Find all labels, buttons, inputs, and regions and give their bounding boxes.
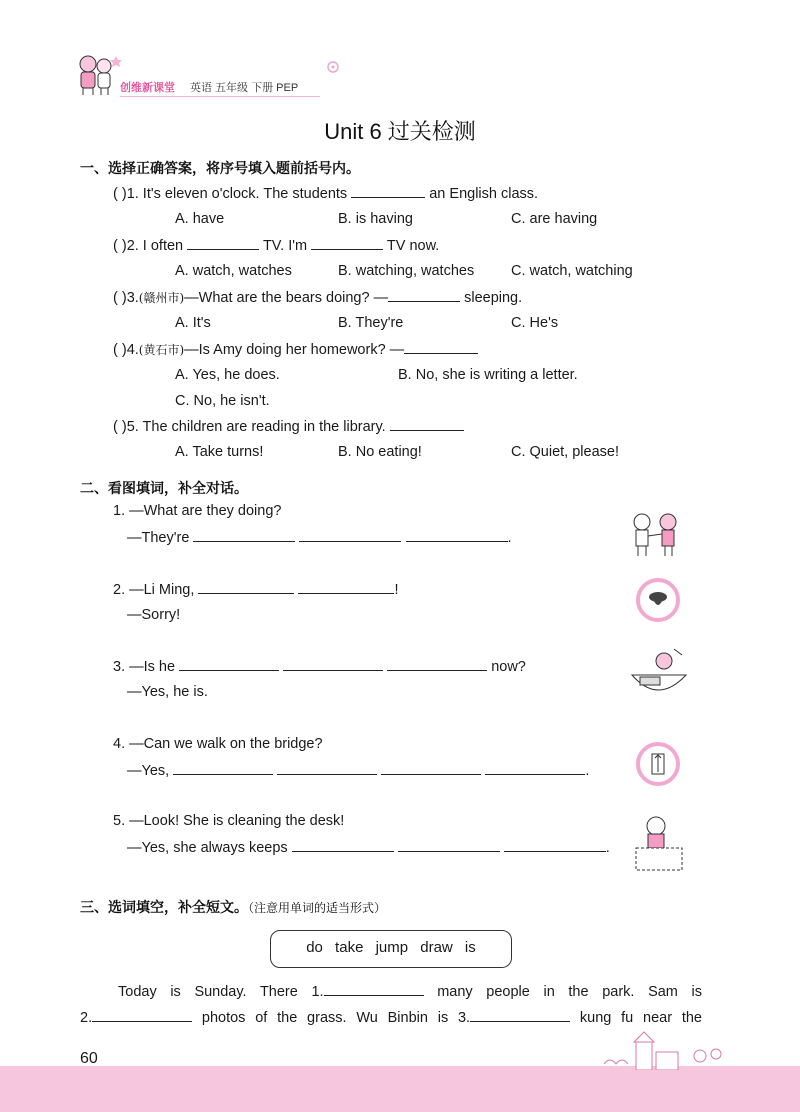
dialog-end: . bbox=[605, 840, 610, 856]
question-text-end: TV now. bbox=[386, 238, 440, 254]
question-source: (赣州市) bbox=[138, 291, 185, 305]
answer-paren[interactable]: ( ) bbox=[113, 290, 127, 306]
answer-blank[interactable] bbox=[283, 658, 383, 671]
girl-cleaning-desk-icon bbox=[626, 812, 688, 878]
answer-blank[interactable] bbox=[351, 185, 425, 198]
question-text: —Is Amy doing her homework? — bbox=[184, 342, 405, 358]
answer-blank[interactable] bbox=[404, 341, 478, 354]
question-1 bbox=[113, 185, 538, 202]
option-b: B. They're bbox=[338, 315, 404, 331]
question-2 bbox=[113, 237, 439, 254]
passage-text: photos of the grass. Wu Binbin is 3. bbox=[201, 1010, 471, 1026]
answer-blank[interactable] bbox=[324, 983, 424, 996]
section2-heading: 二、看图填词，补全对话。 bbox=[80, 480, 248, 496]
option-b: B. No eating! bbox=[338, 444, 422, 460]
answer-blank[interactable] bbox=[381, 762, 481, 775]
question-number: 3. bbox=[126, 290, 139, 306]
answer-blank[interactable] bbox=[504, 839, 606, 852]
section1-heading: 一、选择正确答案，将序号填入题前括号内。 bbox=[80, 160, 360, 176]
footer-band bbox=[0, 1066, 800, 1112]
passage-line-1 bbox=[118, 983, 702, 1000]
question-text: 2. I often bbox=[126, 238, 184, 254]
dialog-text: —Yes, she always keeps bbox=[127, 840, 288, 856]
answer-paren[interactable]: ( ) bbox=[113, 419, 127, 435]
passage-line-2 bbox=[80, 1009, 702, 1026]
passage-text: many people in the park. Sam is bbox=[437, 984, 702, 1000]
answer-blank[interactable] bbox=[173, 762, 273, 775]
dialog-2-line1 bbox=[113, 581, 399, 598]
option-c: C. are having bbox=[511, 211, 598, 227]
option-c: C. Quiet, please! bbox=[511, 444, 619, 460]
no-eating-sign-icon bbox=[636, 578, 680, 622]
option-a: A. Take turns! bbox=[175, 444, 264, 460]
dialog-text: —They're bbox=[127, 530, 190, 546]
dialog-end: . bbox=[585, 763, 590, 779]
question-3 bbox=[113, 289, 522, 306]
answer-blank[interactable] bbox=[311, 237, 383, 250]
option-b: B. watching, watches bbox=[338, 263, 475, 279]
answer-blank[interactable] bbox=[198, 581, 294, 594]
option-a: A. It's bbox=[175, 315, 211, 331]
answer-blank[interactable] bbox=[187, 237, 259, 250]
option-c: C. He's bbox=[511, 315, 559, 331]
dialog-text: 2. —Li Ming, bbox=[113, 582, 195, 598]
option-c: C. No, he isn't. bbox=[175, 393, 270, 409]
header-divider bbox=[120, 96, 320, 97]
answer-blank[interactable] bbox=[299, 529, 401, 542]
question-text-end: an English class. bbox=[429, 186, 539, 202]
dialog-2-line2: —Sorry! bbox=[127, 607, 181, 623]
answer-blank[interactable] bbox=[387, 658, 487, 671]
section3-heading bbox=[80, 897, 386, 917]
walk-sign-icon bbox=[636, 742, 680, 786]
answer-blank[interactable] bbox=[388, 289, 460, 302]
castle-decoration-icon bbox=[600, 1030, 730, 1070]
passage-text: kung fu near the bbox=[579, 1010, 702, 1026]
answer-blank[interactable] bbox=[406, 529, 508, 542]
book-info: 英语 五年级 下册 PEP bbox=[190, 82, 299, 94]
section-title: 三、选词填空，补全短文。 bbox=[80, 899, 248, 915]
dialog-4-line1: 4. —Can we walk on the bridge? bbox=[113, 736, 323, 752]
answer-blank[interactable] bbox=[179, 658, 279, 671]
passage-text: 2. bbox=[80, 1010, 93, 1026]
answer-blank[interactable] bbox=[292, 839, 394, 852]
answer-blank[interactable] bbox=[298, 581, 394, 594]
page-title: Unit 6 过关检测 bbox=[324, 119, 476, 144]
kids-cartoon-icon bbox=[68, 50, 126, 96]
answer-paren[interactable]: ( ) bbox=[113, 238, 127, 254]
answer-paren[interactable]: ( ) bbox=[113, 186, 127, 202]
option-a: A. Yes, he does. bbox=[175, 367, 280, 383]
answer-blank[interactable] bbox=[193, 529, 295, 542]
answer-blank[interactable] bbox=[390, 418, 464, 431]
dialog-1-line2 bbox=[127, 529, 512, 546]
passage-text: Today is Sunday. There 1. bbox=[118, 984, 324, 1000]
dialog-4-line2 bbox=[127, 762, 589, 779]
dialog-3-line1 bbox=[113, 658, 526, 675]
answer-blank[interactable] bbox=[92, 1009, 192, 1022]
question-4 bbox=[113, 341, 478, 358]
section-note: （注意用单词的适当形式） bbox=[248, 901, 387, 915]
option-a: A. watch, watches bbox=[175, 263, 292, 279]
question-text: —What are the bears doing? — bbox=[184, 290, 389, 306]
dialog-3-line2: —Yes, he is. bbox=[127, 684, 208, 700]
answer-blank[interactable] bbox=[485, 762, 585, 775]
question-text: 1. It's eleven o'clock. The students bbox=[126, 186, 348, 202]
page-number: 60 bbox=[80, 1050, 98, 1067]
option-b: B. No, she is writing a letter. bbox=[398, 367, 578, 383]
brand-label: 创维新课堂 bbox=[120, 82, 175, 94]
dialog-text: —Yes, bbox=[127, 763, 170, 779]
answer-blank[interactable] bbox=[470, 1009, 570, 1022]
answer-blank[interactable] bbox=[277, 762, 377, 775]
answer-blank[interactable] bbox=[398, 839, 500, 852]
dialog-text: 3. —Is he bbox=[113, 659, 176, 675]
question-text-end: sleeping. bbox=[464, 290, 523, 306]
question-number: 4. bbox=[126, 342, 139, 358]
option-c: C. watch, watching bbox=[511, 263, 633, 279]
flower-icon bbox=[326, 60, 340, 74]
dialog-5-line2 bbox=[127, 839, 610, 856]
children-helping-icon bbox=[626, 510, 686, 560]
question-source: (黄石市) bbox=[138, 343, 185, 357]
dialog-end: now? bbox=[491, 659, 526, 675]
dialog-5-line1: 5. —Look! She is cleaning the desk! bbox=[113, 813, 345, 829]
question-text-mid: TV. I'm bbox=[262, 238, 308, 254]
word-bank: do take jump draw is bbox=[270, 930, 512, 968]
boy-in-bath-icon bbox=[628, 645, 690, 701]
option-a: A. have bbox=[175, 211, 225, 227]
dialog-end: . bbox=[507, 530, 512, 546]
question-text: 5. The children are reading in the library. bbox=[126, 419, 386, 435]
dialog-end: ! bbox=[394, 582, 399, 598]
dialog-1-line1: 1. —What are they doing? bbox=[113, 503, 282, 519]
answer-paren[interactable]: ( ) bbox=[113, 342, 127, 358]
option-b: B. is having bbox=[338, 211, 413, 227]
question-5 bbox=[113, 418, 464, 435]
